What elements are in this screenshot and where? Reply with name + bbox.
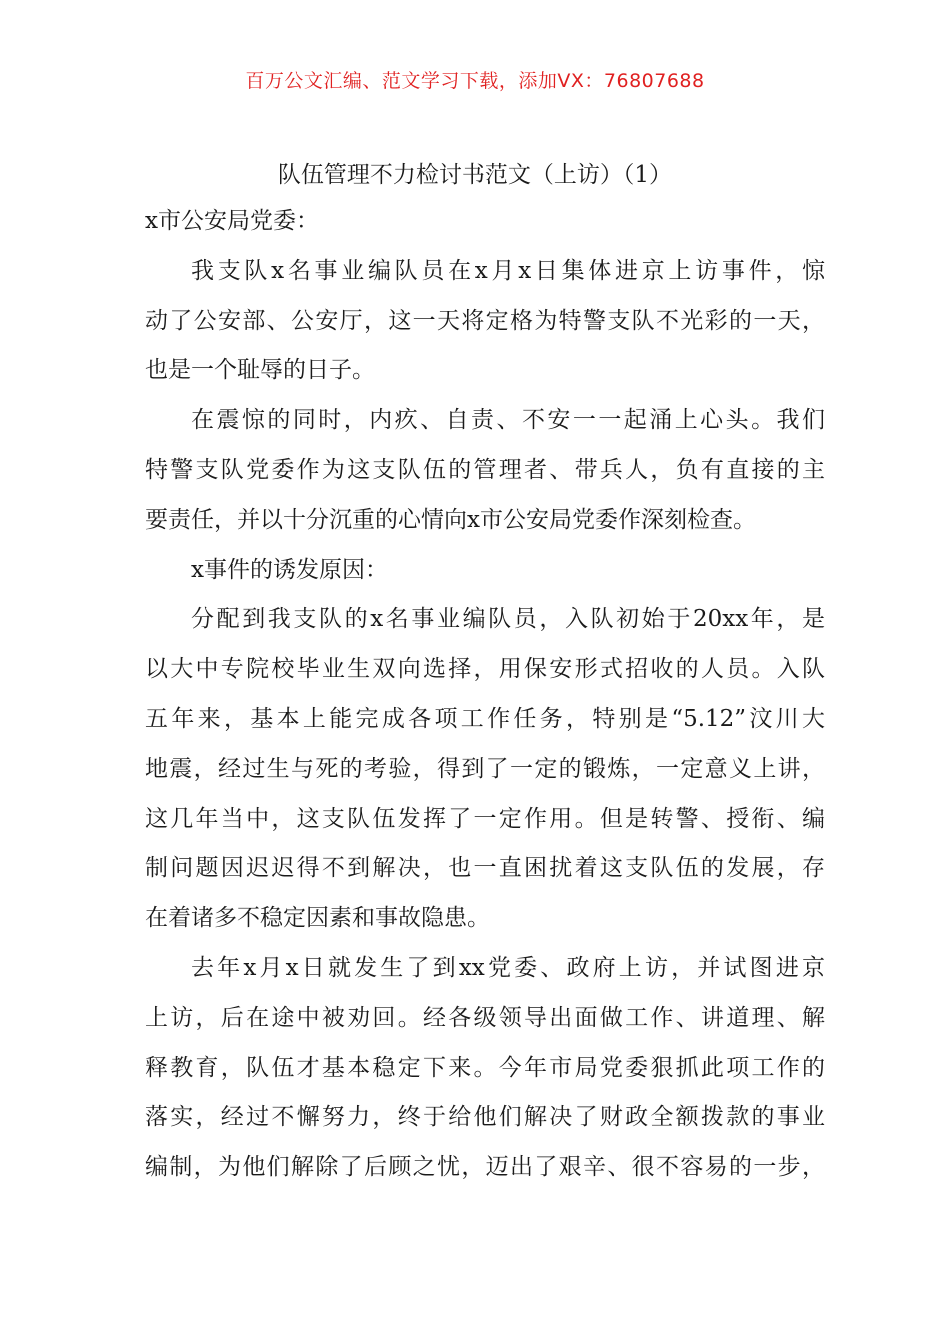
paragraph-line: 也是一个耻辱的日子。	[145, 357, 375, 384]
promo-banner-text: 百万公文汇编、范文学习下载，添加VX：76807688	[245, 70, 705, 92]
paragraph-line: 去年x月x日就发生了到xx党委、政府上访，并试图进京	[191, 954, 825, 981]
paragraph-line: 上访，后在途中被劝回。经各级领导出面做工作、讲道理、解	[145, 1004, 825, 1031]
paragraph-line: 特警支队党委作为这支队伍的管理者、带兵人，负有直接的主	[145, 456, 825, 483]
salutation: x市公安局党委：	[145, 208, 319, 234]
paragraph-line: 五年来，基本上能完成各项工作任务，特别是“5.12”汶川大	[145, 705, 825, 732]
paragraph-line: 以大中专院校毕业生双向选择，用保安形式招收的人员。入队	[145, 656, 825, 683]
section-heading: x事件的诱发原因：	[191, 556, 388, 583]
paragraph-line: 在震惊的同时，内疚、自责、不安一一起涌上心头。我们	[191, 407, 825, 434]
paragraph-line: 动了公安部、公安厅，这一天将定格为特警支队不光彩的一天，	[145, 307, 825, 334]
paragraph-line: 分配到我支队的x名事业编队员，入队初始于20xx年，是	[191, 606, 825, 633]
paragraph-line: 在着诸多不稳定因素和事故隐患。	[145, 905, 490, 932]
paragraph-line: 要责任，并以十分沉重的心情向x市公安局党委作深刻检查。	[145, 506, 756, 533]
promo-banner	[0, 66, 950, 93]
paragraph-line: 编制，为他们解除了后顾之忧，迈出了艰辛、很不容易的一步，	[145, 1154, 825, 1181]
paragraph-line: 这几年当中，这支队伍发挥了一定作用。但是转警、授衔、编	[145, 805, 825, 832]
paragraph-line: 落实，经过不懈努力，终于给他们解决了财政全额拨款的事业	[145, 1104, 825, 1131]
paragraph-line: 制问题因迟迟得不到解决，也一直困扰着这支队伍的发展，存	[145, 855, 825, 882]
paragraph-line: 释教育，队伍才基本稳定下来。今年市局党委狠抓此项工作的	[145, 1054, 825, 1081]
document-body	[145, 197, 825, 1193]
paragraph-line: 我支队x名事业编队员在x月x日集体进京上访事件，惊	[191, 257, 825, 284]
paragraph-line: 地震，经过生与死的考验，得到了一定的锻炼，一定意义上讲，	[145, 755, 825, 782]
document-title: 队伍管理不力检讨书范文（上访）（1）	[277, 162, 673, 188]
